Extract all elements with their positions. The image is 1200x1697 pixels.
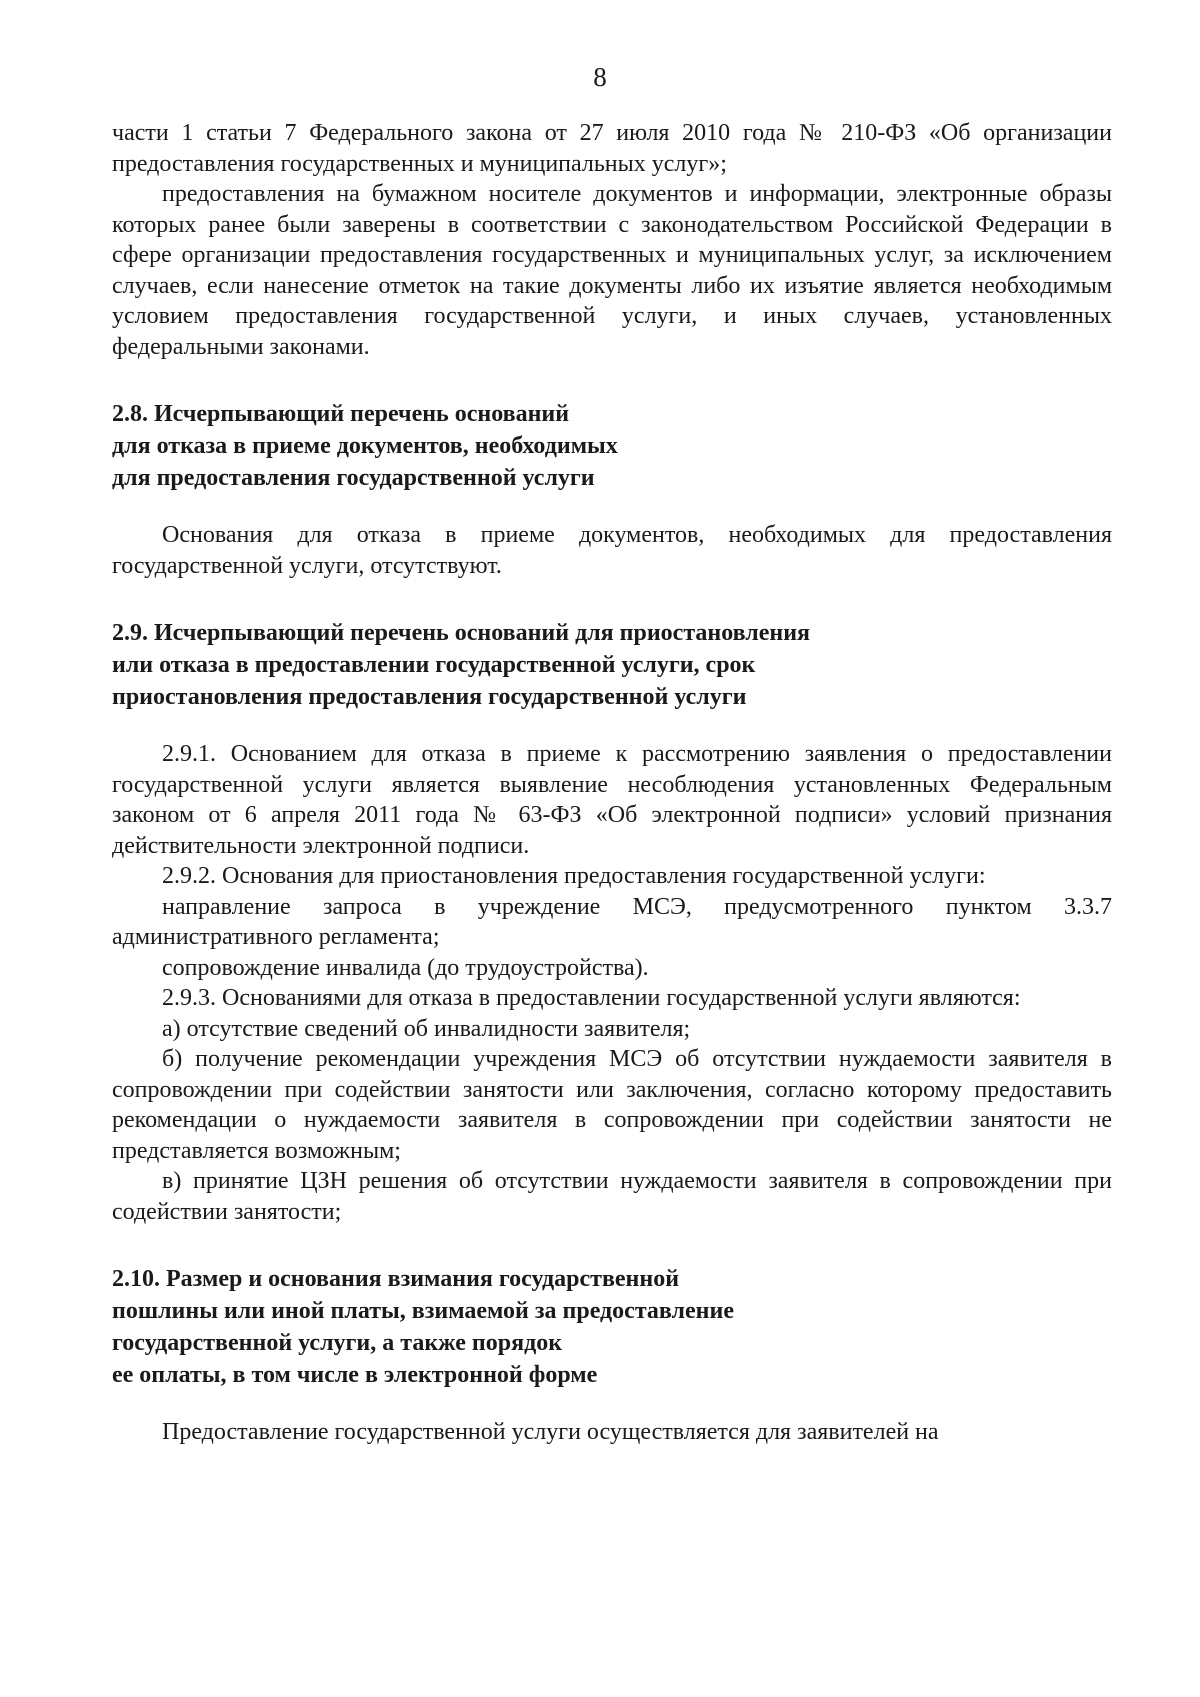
paragraph: 2.9.3. Основаниями для отказа в предоставлении государственной услуги являются: (162, 985, 1021, 1011)
heading-line: для предоставления государственной услуги (112, 465, 595, 491)
paragraph: Предоставление государственной услуги осуществляется для заявителей на (162, 1419, 939, 1445)
paragraph: Основания для отказа в приеме документов, необходимых для предоставления государственной услуги, отсутствуют. (112, 522, 1112, 579)
heading-line: пошлины или иной платы, взимаемой за предоставление (112, 1298, 734, 1324)
section-heading-2-9 (112, 617, 1112, 713)
list-item: а) отсутствие сведений об инвалидности заявителя; (162, 1015, 691, 1042)
heading-line: приостановления предоставления государственной услуги (112, 684, 747, 710)
heading-line: ее оплаты, в том числе в электронной форме (112, 1362, 598, 1388)
list-item: в) принятие ЦЗН решения об отсутствии нуждаемости заявителя в сопровождении при содействии занятости; (112, 1168, 1112, 1225)
paragraph: части 1 статьи 7 Федерального закона от 27 июля 2010 года № 210-ФЗ «Об организации предоставления государственных и муниципальных услуг»; (112, 120, 1112, 177)
paragraph: 2.9.2. Основания для приостановления предоставления государственной услуги: (162, 863, 986, 889)
heading-line: 2.9. Исчерпывающий перечень оснований для приостановления (112, 620, 811, 646)
document-body (112, 118, 1112, 1448)
heading-line: или отказа в предоставлении государственной услуги, срок (112, 652, 756, 678)
paragraph: направление запроса в учреждение МСЭ, предусмотренного пунктом 3.3.7 административного регламента; (112, 893, 1112, 950)
paragraph: предоставления на бумажном носителе документов и информации, электронные образы которых ранее были заверены в соответствии с законодательством Российской Федерации в сфере организации предоставления государственных и муниципальных услуг, за исключением случаев, если нанесение отметок на такие документы либо их изъятие является необходимым условием предоставления государственной услуги, и иных случаев, установленных федеральными законами. (112, 181, 1112, 360)
page-number: 8 (593, 62, 607, 92)
section-heading-2-8 (112, 398, 1112, 494)
heading-line: государственной услуги, а также порядок (112, 1330, 563, 1356)
paragraph: 2.9.1. Основанием для отказа в приеме к рассмотрению заявления о предоставлении государственной услуги является выявление несоблюдения установленных Федеральным законом от 6 апреля 2011 года № 63-ФЗ «Об электронной подписи» условий признания действительности электронной подписи. (112, 741, 1112, 859)
heading-line: для отказа в приеме документов, необходимых (112, 433, 618, 459)
section-heading-2-10 (112, 1263, 1112, 1391)
heading-line: 2.10. Размер и основания взимания государственной (112, 1266, 680, 1292)
paragraph: сопровождение инвалида (до трудоустройства). (162, 954, 649, 981)
list-item: б) получение рекомендации учреждения МСЭ об отсутствии нуждаемости заявителя в сопровождении при содействии занятости или заключения, согласно которому предоставить рекомендации о нуждаемости заявителя в сопровождении при содействии занятости не представляется возможным; (112, 1046, 1112, 1164)
heading-line: 2.8. Исчерпывающий перечень оснований (112, 401, 570, 427)
